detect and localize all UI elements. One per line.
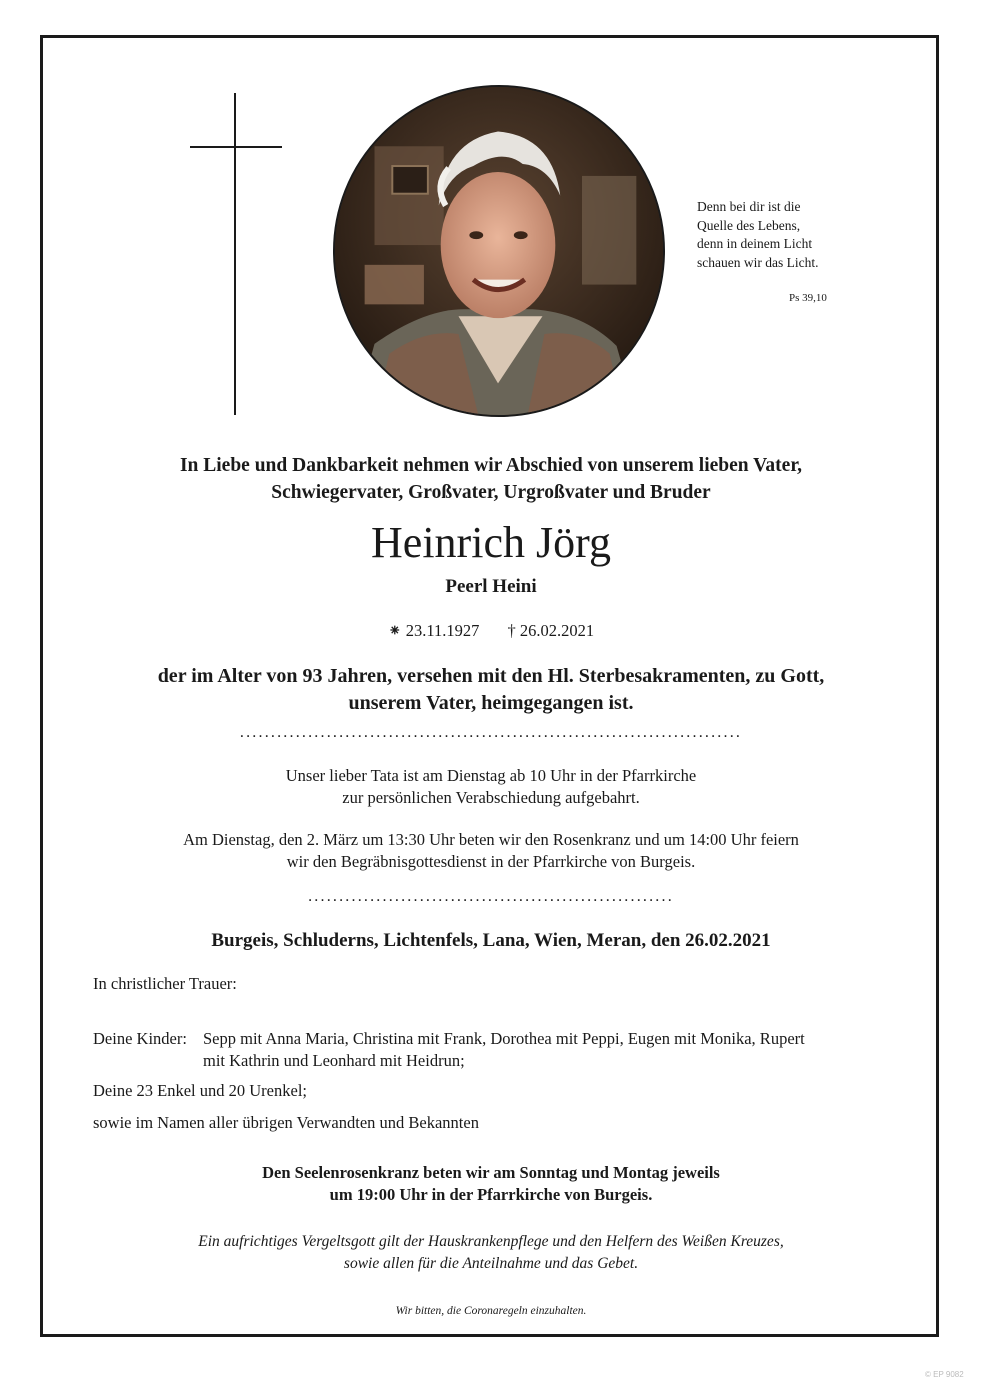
psalm-line: denn in deinem Licht	[697, 236, 813, 251]
children-line-2: mit Kathrin und Leonhard mit Heidrun;	[203, 1051, 465, 1070]
deceased-nickname: Peerl Heini	[445, 576, 537, 597]
intro-line-1: In Liebe und Dankbarkeit nehmen wir Abschied von unserem lieben Vater,	[179, 455, 803, 476]
age-line-2: unserem Vater, heimgegangen ist.	[348, 692, 634, 714]
life-dates	[40, 620, 942, 642]
thanks-line-1: Ein aufrichtiges Vergeltsgott gilt der Hauskrankenpflege und den Helfern des Weißen Kreuzes,	[198, 1233, 784, 1250]
deceased-name: Heinrich Jörg	[371, 518, 611, 567]
death-date: † 26.02.2021	[507, 621, 595, 640]
corona-note: Wir bitten, die Coronaregeln einzuhalten.	[395, 1305, 587, 1317]
viewing-line-1: Unser lieber Tata ist am Dienstag ab 10 Uhr in der Pfarrkirche	[285, 766, 697, 785]
funeral-notice	[40, 829, 942, 873]
psalm-reference: Ps 39,10	[789, 292, 827, 304]
birth-date: ⁕ 23.11.1927	[387, 621, 480, 640]
cross-vertical-bar	[234, 93, 236, 415]
viewing-line-2: zur persönlichen Verabschiedung aufgebahrt.	[342, 788, 640, 807]
thanks-line-2: sowie allen für die Anteilnahme und das Gebet.	[343, 1255, 639, 1272]
funeral-line-1: Am Dienstag, den 2. März um 13:30 Uhr beten wir den Rosenkranz und um 14:00 Uhr feiern	[183, 830, 799, 849]
grandchildren-line: Deine 23 Enkel und 20 Urenkel;	[93, 1081, 307, 1100]
dotted-separator: ...........................................................	[308, 888, 674, 905]
intro-line-2: Schwiegervater, Großvater, Urgroßvater und Bruder	[271, 482, 711, 503]
rosary-line-2: um 19:00 Uhr in der Pfarrkirche von Burgeis.	[329, 1185, 653, 1204]
places-and-date: Burgeis, Schluderns, Lichtenfels, Lana, Wien, Meran, den 26.02.2021	[211, 930, 771, 951]
intro-text	[40, 452, 942, 506]
viewing-notice	[40, 765, 942, 809]
portrait-photo	[333, 85, 665, 417]
rosary-line-1: Den Seelenrosenkranz beten wir am Sonntag und Montag jeweils	[262, 1163, 720, 1182]
psalm-line: schauen wir das Licht.	[697, 254, 819, 270]
rosary-notice	[40, 1162, 942, 1206]
cross-horizontal-bar	[190, 146, 282, 148]
children-list	[203, 1028, 903, 1072]
thanks-note	[40, 1231, 942, 1275]
psalm-quote	[697, 198, 867, 272]
mourning-heading: In christlicher Trauer:	[93, 974, 237, 993]
age-line-1: der im Alter von 93 Jahren, versehen mit den Hl. Sterbesakramenten, zu Gott,	[157, 665, 825, 687]
children-label: Deine Kinder:	[93, 1029, 187, 1048]
relatives-line: sowie im Namen aller übrigen Verwandten und Bekannten	[93, 1113, 479, 1132]
age-statement	[40, 663, 942, 717]
children-line-1: Sepp mit Anna Maria, Christina mit Frank, Dorothea mit Peppi, Eugen mit Monika, Rupert	[203, 1029, 805, 1048]
portrait-image	[335, 87, 663, 415]
print-code: © EP 9082	[925, 1370, 964, 1379]
psalm-line: Denn bei dir ist die	[697, 199, 801, 214]
psalm-line: Quelle des Lebens,	[697, 217, 801, 233]
funeral-line-2: wir den Begräbnisgottesdienst in der Pfarrkirche von Burgeis.	[286, 852, 696, 871]
dotted-separator: .................................................................................	[239, 724, 743, 741]
